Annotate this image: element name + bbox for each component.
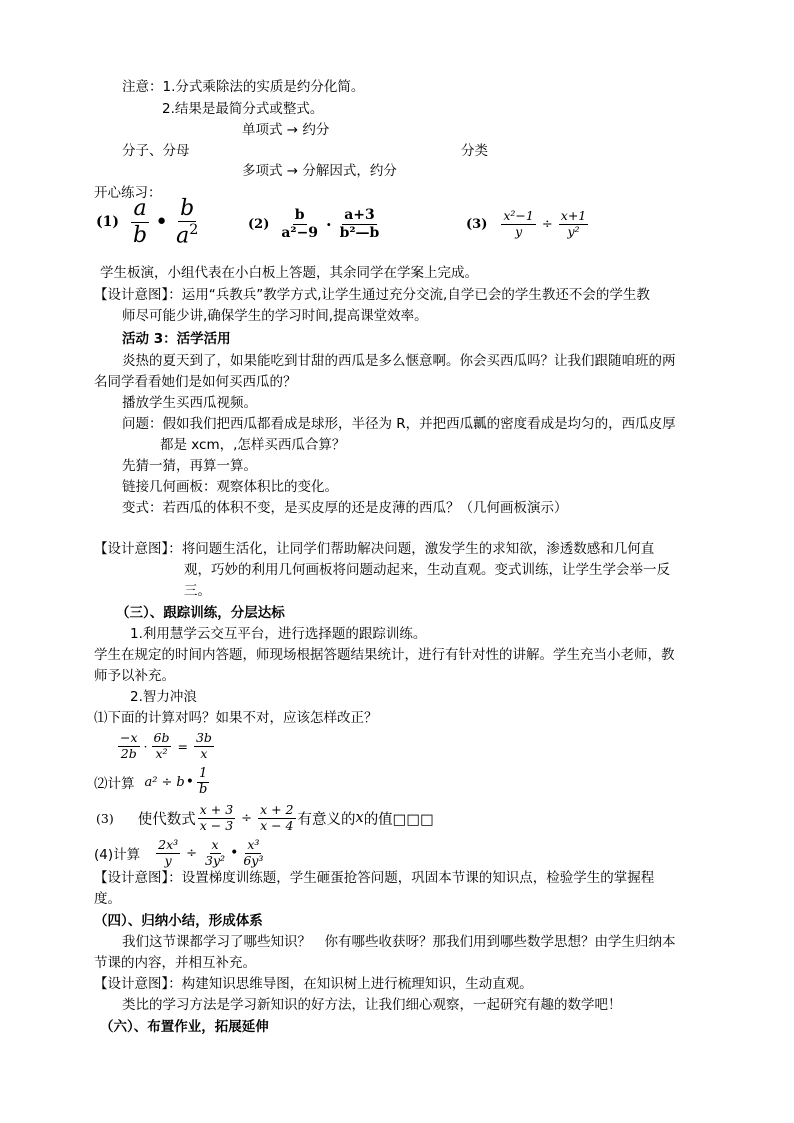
question-1-expression: $\frac{-x}{2b}$ · $\frac{6b}{\text{x²}}$ = $\frac{3b}{x}$	[120, 730, 212, 761]
classification: 分类	[461, 143, 488, 159]
activity-3-title: 活动 3：活学活用	[122, 331, 231, 347]
section-3-item-2: 2.智力冲浪	[130, 689, 197, 705]
polynomial-rule: 多项式 → 分解因式，约分	[242, 163, 397, 179]
design-intent-1-line2: 师尽可能少讲,确保学生的学习时间,提高课堂效率。	[122, 308, 428, 324]
activity-3-para-1b: 名同学看看她们是如何买西瓜的？	[94, 374, 297, 390]
question-3: (3) 使代数式 $\frac{x + 3}{x - 3}$ ÷ $\frac{x + 2}{x - 4}$ 有意义的 x 的值□□□	[96, 802, 434, 833]
design-intent-4: 【设计意图】：构建知识思维导图，在知识树上进行梳理知识，生动直观。	[94, 976, 533, 992]
section-3-title: （三）、跟踪训练，分层达标	[116, 605, 285, 621]
design-intent-1-line1: 【设计意图】：运用“兵教兵”教学方式,让学生通过充分交流,自学已会的学生教还不会的学生教	[94, 287, 650, 303]
practice-title: 开心练习：	[94, 185, 162, 201]
question-line-1: 问题：假如我们把西瓜都看成是球形，半径为 R，并把西瓜瓤的密度看成是均匀的，西瓜皮厚	[122, 416, 676, 432]
section-4-title: （四）、归纳小结，形成体系	[94, 913, 263, 929]
board-practice: 学生板演，小组代表在小白板上答题，其余同学在学案上完成。	[100, 265, 478, 281]
practice-2: (2) $\frac{b}{\text{a²−9}}$ · $\frac{a+3}{\text{b²—b}}$	[248, 207, 380, 241]
section-3-para-2: 师予以补充。	[94, 668, 175, 684]
section-4-para-2: 节课的内容，并相互补充。	[94, 955, 256, 971]
section-6-title: （六）、布置作业，拓展延伸	[100, 1019, 269, 1035]
practice-1: (1) $\frac{a}{b}$ • $\frac{b}{a^2}$	[96, 195, 199, 249]
monomial-rule: 单项式 → 约分	[242, 122, 330, 138]
question-2: ⑵计算 a² ÷ b • $\frac{1}{b}$	[94, 765, 208, 797]
play-video: 播放学生买西瓜视频。	[122, 395, 257, 411]
section-4-para-3: 类比的学习方法是学习新知识的好方法，让我们细心观察，一起研究有趣的数学吧！	[122, 997, 622, 1013]
note-1: 注意：1.分式乘除法的实质是约分化简。	[122, 79, 365, 95]
design-intent-2-line1: 【设计意图】：将问题生活化，让同学们帮助解决问题，激发学生的求知欲，渗透数感和几何直	[94, 541, 655, 557]
question-1: ⑴下面的计算对吗？如果不对，应该怎样改正？	[94, 710, 378, 726]
design-intent-3-line2: 度。	[94, 891, 121, 907]
geometry-sketchpad-link: 链接几何画板：观察体积比的变化。	[122, 479, 338, 495]
section-3-para-1: 学生在规定的时间内答题，师现场根据答题结果统计，进行有针对性的讲解。学生充当小老师，教	[94, 647, 675, 663]
question-line-2: 都是 xcm，,怎样买西瓜合算？	[160, 437, 346, 453]
design-intent-3-line1: 【设计意图】：设置梯度训练题，学生砸蛋抢答问题，巩固本节课的知识点，检验学生的掌握程	[94, 870, 655, 886]
variant-question: 变式：若西瓜的体积不变，是买皮厚的还是皮薄的西瓜？（几何画板演示）	[122, 500, 568, 516]
practice-3: (3) $\frac{\text{x²−1}}{y}$ ÷ $\frac{x+1}{\text{y²}}$	[466, 208, 587, 239]
activity-3-para-1a: 炎热的夏天到了，如果能吃到甘甜的西瓜是多么惬意啊。你会买西瓜吗？让我们跟随咱班的两	[122, 353, 676, 369]
numerator-denominator: 分子、分母	[122, 143, 190, 159]
design-intent-2-line3: 三。	[184, 583, 211, 599]
design-intent-2-line2: 观，巧妙的利用几何画板将问题动起来，生动直观。变式训练，让学生学会举一反	[184, 562, 670, 578]
section-3-item-1: 1.利用慧学云交互平台，进行选择题的跟踪训练。	[130, 626, 427, 642]
section-4-para-1: 我们这节课都学习了哪些知识？ 你有哪些收获呀？那我们用到哪些数学思想？由学生归纳本	[122, 934, 676, 950]
question-4: (4)计算 $\frac{\text{2x³}}{y}$ ÷ $\frac{x}{\text{3y²}}$ • $\frac{\text{x³}}{\text{6y³}}$	[94, 837, 264, 868]
note-2: 2.结果是最简分式或整式。	[162, 101, 324, 117]
guess-then-calc: 先猜一猜，再算一算。	[122, 458, 257, 474]
